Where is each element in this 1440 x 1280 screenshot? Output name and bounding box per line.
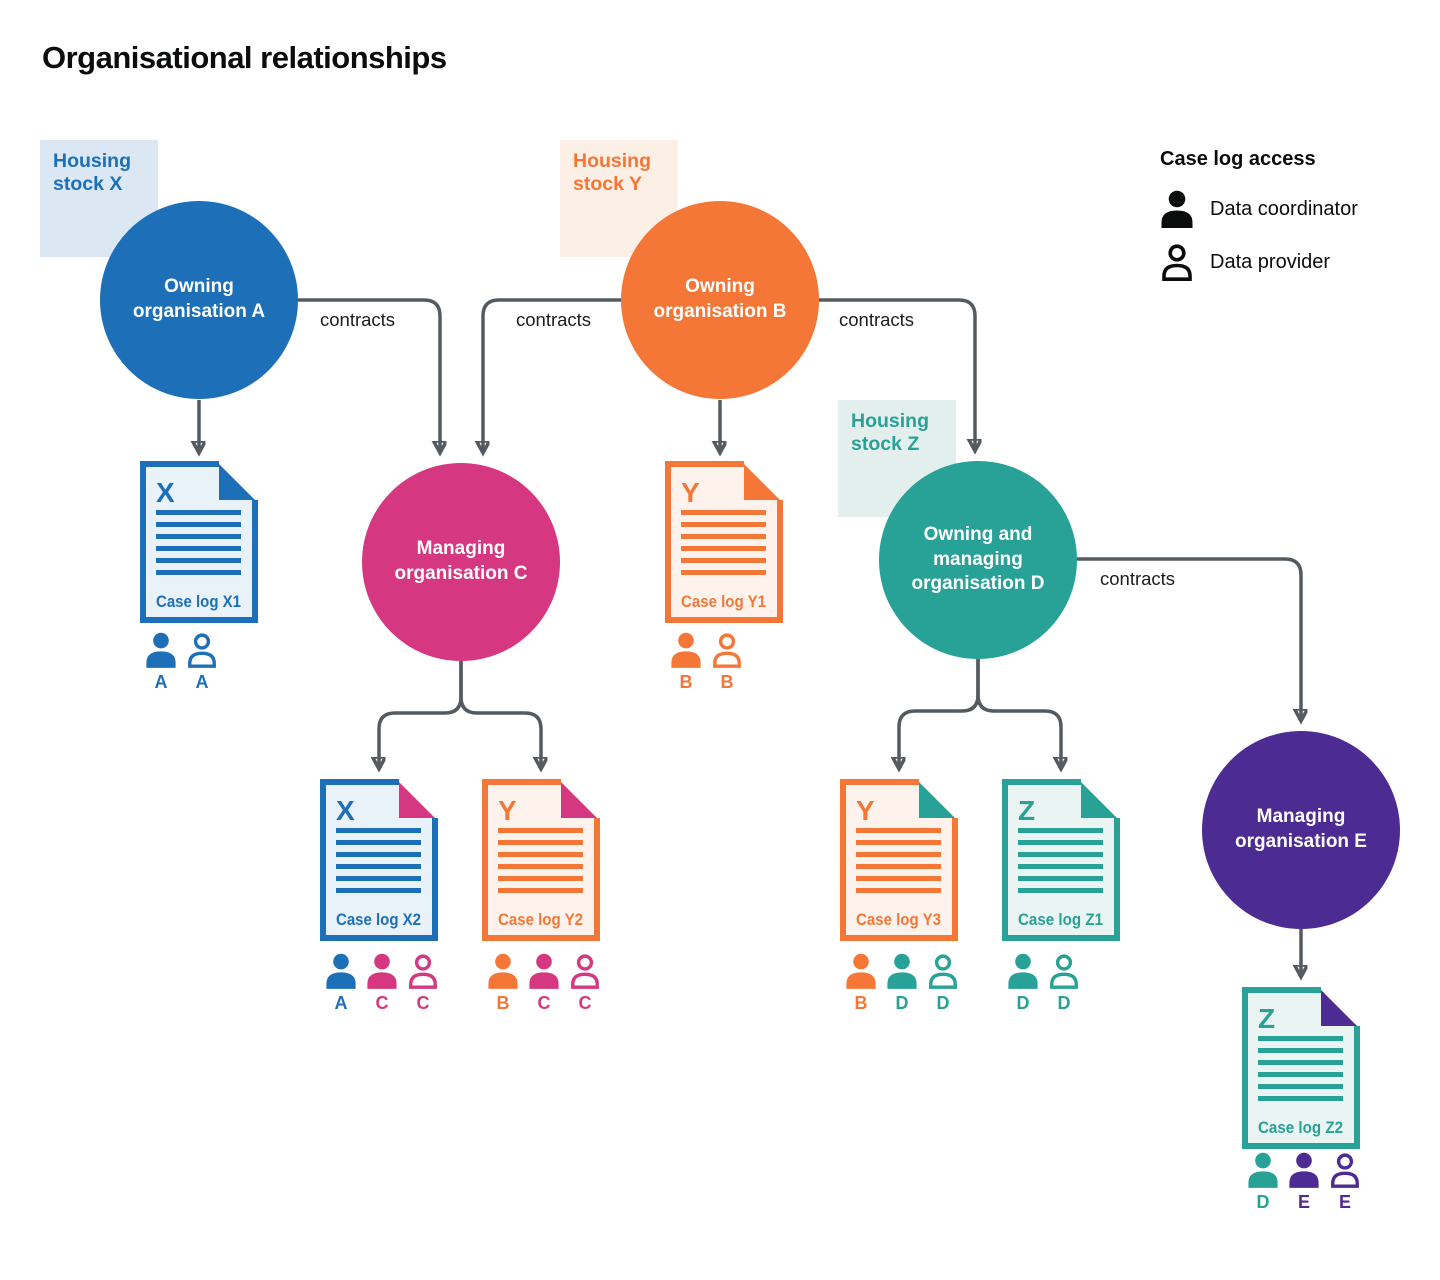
case-log-x2-doc	[320, 779, 438, 941]
doc-label: Case log Z2	[1258, 1118, 1343, 1137]
case-log-y3-access-row	[844, 953, 960, 1014]
access-org-letter: B	[496, 993, 510, 1013]
org-e-label: Managing organisation E	[1235, 806, 1367, 852]
access-org-letter: B	[679, 672, 693, 692]
housing-stock-z-label: Housing stock Z	[838, 400, 956, 517]
case-log-z1-access-row	[1006, 953, 1081, 1014]
arrow-c-to-y2	[461, 661, 541, 768]
arrow-d-to-z1	[978, 659, 1061, 768]
doc-letter: Y	[498, 795, 517, 826]
access-org-letter: C	[416, 993, 430, 1013]
access-org-letter: E	[1297, 1192, 1310, 1212]
arrow-d-to-y3	[899, 659, 978, 768]
org-c-label: Managing organisation C	[394, 538, 528, 584]
doc-letter: X	[156, 477, 175, 508]
org-d-label: Owning and managing organisation D	[911, 523, 1045, 595]
access-org-letter: C	[537, 993, 551, 1013]
person-filled-icon	[886, 953, 918, 989]
org-a-label: Owning organisation A	[132, 276, 266, 322]
doc-label: Case log Z1	[1018, 910, 1103, 929]
access-org-letter: A	[154, 672, 168, 692]
person-outline-icon	[927, 953, 959, 989]
doc-letter: Y	[681, 477, 700, 508]
access-org-letter: E	[1338, 1192, 1351, 1212]
legend-item-label: Data coordinator	[1210, 197, 1358, 220]
access-org-letter: D	[936, 993, 950, 1013]
person-filled-icon	[366, 953, 398, 989]
access-org-letter: D	[1256, 1192, 1270, 1212]
access-org-letter: D	[1057, 993, 1071, 1013]
org-circle-e	[1202, 731, 1400, 929]
housing-stock-x-label: Housing stock X	[40, 140, 158, 257]
access-org-letter: D	[1016, 993, 1030, 1013]
housing-stock-y-label: Housing stock Y	[560, 140, 678, 257]
person-filled-icon	[528, 953, 560, 989]
doc-label: Case log X1	[156, 592, 241, 611]
legend-item-data-provider	[1160, 242, 1358, 282]
doc-letter: Z	[1018, 795, 1036, 826]
person-filled-icon	[1288, 1152, 1320, 1188]
person-filled-icon	[145, 632, 177, 668]
org-circle-c	[362, 463, 560, 661]
person-filled-icon	[845, 953, 877, 989]
person-outline-icon	[186, 632, 218, 668]
doc-label: Case log Y3	[856, 910, 941, 929]
doc-label: Case log Y1	[681, 592, 766, 611]
person-filled-icon	[1007, 953, 1039, 989]
org-b-label: Owning organisation B	[653, 276, 787, 322]
person-filled-icon	[1160, 189, 1194, 229]
access-org-letter: C	[375, 993, 389, 1013]
contracts-label-b-d: contracts	[839, 309, 915, 330]
access-org-letter: B	[854, 993, 868, 1013]
person-filled-icon	[325, 953, 357, 989]
case-log-y2-access-row	[486, 953, 602, 1014]
legend-title: Case log access	[1160, 148, 1316, 170]
case-log-x1-doc	[140, 461, 258, 623]
page-title: Organisational relationships	[42, 40, 447, 75]
case-log-y1-doc	[665, 461, 783, 623]
person-outline-icon	[569, 953, 601, 989]
case-log-z2-doc	[1242, 987, 1360, 1149]
contracts-label-d-e: contracts	[1100, 568, 1176, 589]
org-circle-d	[879, 461, 1077, 659]
access-org-letter: B	[720, 672, 734, 692]
contracts-label-a-c: contracts	[320, 309, 396, 330]
case-log-y1-access-row	[669, 632, 744, 693]
case-log-z2-access-row	[1246, 1152, 1362, 1213]
arrow-c-to-x2	[379, 661, 461, 768]
case-log-z1-doc	[1002, 779, 1120, 941]
person-filled-icon	[487, 953, 519, 989]
person-outline-icon	[407, 953, 439, 989]
case-log-access-legend	[1160, 148, 1358, 295]
contracts-label-b-c: contracts	[516, 309, 592, 330]
case-log-y3-doc	[840, 779, 958, 941]
legend-item-label: Data provider	[1210, 250, 1331, 273]
person-outline-icon	[711, 632, 743, 668]
person-outline-icon	[1329, 1152, 1361, 1188]
person-filled-icon	[670, 632, 702, 668]
person-filled-icon	[1247, 1152, 1279, 1188]
access-org-letter: C	[578, 993, 592, 1013]
doc-letter: Y	[856, 795, 875, 826]
doc-letter: X	[336, 795, 355, 826]
org-circle-b	[621, 201, 819, 399]
access-org-letter: A	[195, 672, 209, 692]
case-log-x2-access-row	[324, 953, 440, 1014]
doc-letter: Z	[1258, 1003, 1276, 1034]
doc-label: Case log Y2	[498, 910, 583, 929]
org-circle-a	[100, 201, 298, 399]
legend-item-data-coordinator	[1160, 189, 1358, 229]
doc-label: Case log X2	[336, 910, 421, 929]
person-outline-icon	[1160, 242, 1194, 282]
access-org-letter: A	[334, 993, 348, 1013]
case-log-y2-doc	[482, 779, 600, 941]
case-log-x1-access-row	[144, 632, 219, 693]
access-org-letter: D	[895, 993, 909, 1013]
person-outline-icon	[1048, 953, 1080, 989]
